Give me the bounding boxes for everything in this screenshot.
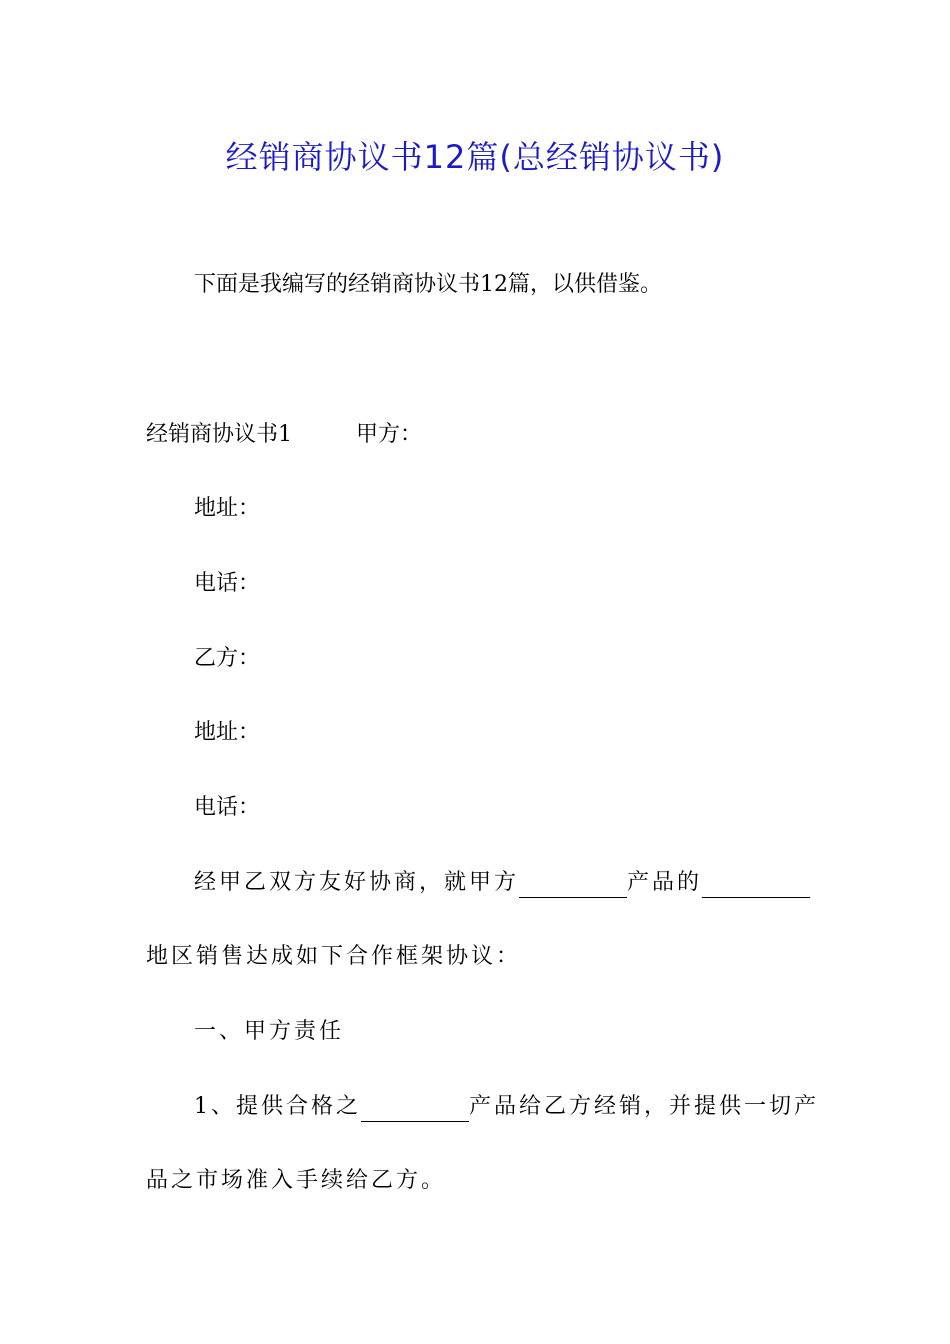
section-heading-line: [146, 420, 422, 450]
address-a-label: 地址：: [194, 496, 261, 521]
blank-product: [519, 875, 627, 898]
party-a-label: 甲方：: [356, 422, 423, 447]
document-title: 经销商协议书12篇(总经销协议书): [225, 138, 725, 176]
clause-heading: 一、甲方责任: [194, 1019, 345, 1044]
party-b-label: 乙方：: [194, 646, 261, 671]
section-heading: 经销商协议书1: [146, 422, 292, 447]
blank-product-2: [361, 1099, 469, 1122]
paragraph-1-part1: 经甲乙双方友好协商，就甲方: [194, 870, 520, 895]
blank-region: [702, 875, 810, 898]
intro-text: 下面是我编写的经销商协议书12篇，以供借鉴。: [194, 272, 662, 297]
paragraph-1-part2: 产品的: [627, 870, 703, 895]
paragraph-1: [194, 868, 810, 898]
item-1-continuation: 品之市场准入手续给乙方。: [146, 1168, 447, 1193]
phone-b-label: 电话：: [194, 795, 261, 820]
address-b-label: 地址：: [194, 720, 261, 745]
item-1-part2: 产品给乙方经销，并提供一切产: [469, 1094, 820, 1119]
item-1: [194, 1092, 819, 1122]
item-1-part1: 1、提供合格之: [194, 1094, 361, 1119]
paragraph-1-continuation: 地区销售达成如下合作框架协议：: [146, 944, 522, 969]
phone-a-label: 电话：: [194, 571, 261, 596]
